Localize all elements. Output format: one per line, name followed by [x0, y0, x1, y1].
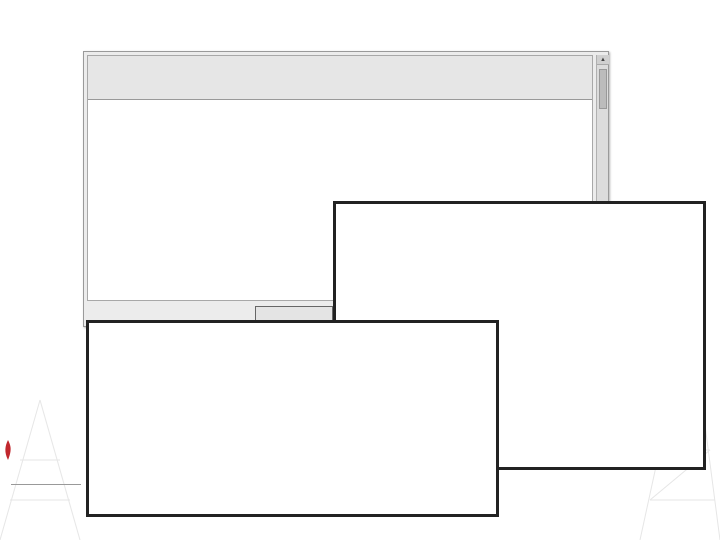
report-document-shift-9 [86, 320, 499, 517]
scroll-up-arrow-icon[interactable]: ▲ [597, 55, 609, 65]
logo-divider [11, 484, 81, 485]
logo-flame-icon [4, 440, 12, 460]
scroll-thumb[interactable] [599, 69, 607, 109]
intas-company-logo [4, 436, 86, 500]
journal-grid-header [88, 56, 592, 100]
shift-totals-button[interactable] [255, 306, 333, 321]
